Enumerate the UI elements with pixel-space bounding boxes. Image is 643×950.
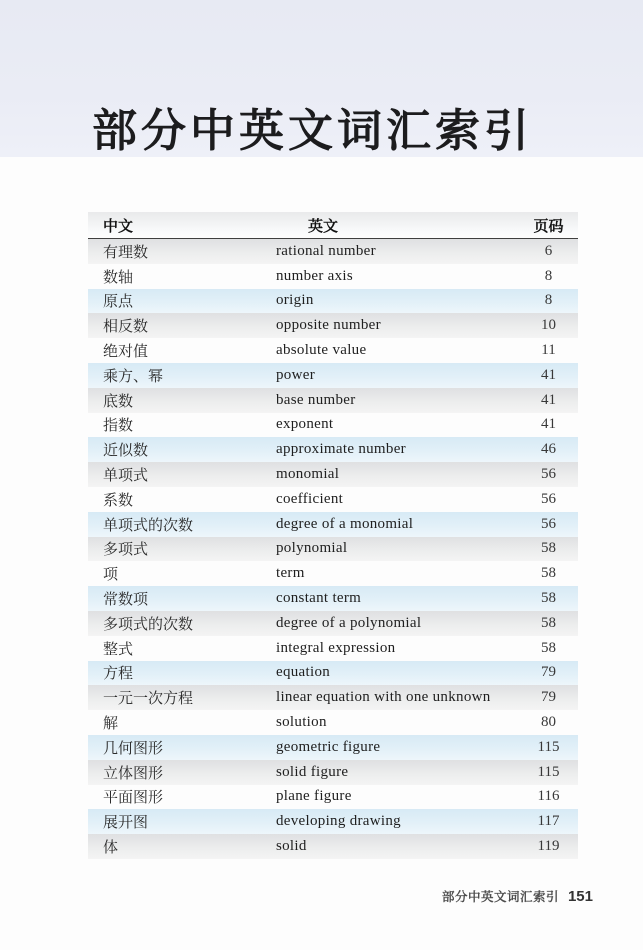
cell-page-number: 80 [541,714,556,731]
cell-english-term: exponent [276,416,334,433]
cell-english-term: power [276,366,315,383]
cell-chinese-term: 近似数 [103,443,149,460]
cell-english-term: absolute value [276,342,367,359]
column-header-english: 英文 [308,217,339,235]
cell-page-number: 41 [541,366,556,383]
cell-english-term: degree of a polynomial [276,614,422,631]
cell-english-term: solid figure [276,763,349,780]
cell-page-number: 58 [541,639,556,656]
footer-page-number: 151 [567,888,593,905]
cell-english-term: opposite number [276,317,381,334]
cell-page-number: 117 [537,813,560,830]
cell-chinese-term: 常数项 [103,592,149,609]
table-row [88,289,578,314]
table-row [88,834,578,859]
cell-chinese-term: 底数 [103,393,134,410]
table-row [88,462,578,487]
cell-chinese-term: 乘方、幂 [103,368,164,385]
table-row [88,636,578,661]
table-row [88,487,578,512]
page-title: 部分中英文词汇索引 [92,106,534,156]
cell-page-number: 56 [541,466,556,483]
table-row [88,338,578,363]
table-row [88,586,578,611]
cell-page-number: 8 [544,292,553,309]
cell-chinese-term: 体 [103,840,119,857]
table-row [88,239,578,264]
table-row [88,413,578,438]
cell-page-number: 58 [541,540,556,557]
table-row [88,661,578,686]
page-footer [442,887,593,905]
cell-page-number: 8 [544,267,553,284]
cell-page-number: 58 [541,590,556,607]
cell-page-number: 58 [541,614,556,631]
cell-page-number: 56 [541,490,556,507]
cell-english-term: coefficient [276,490,344,507]
table-row [88,685,578,710]
table-row [88,388,578,413]
cell-chinese-term: 展开图 [103,815,149,832]
cell-chinese-term: 项 [103,567,119,584]
cell-english-term: linear equation with one unknown [276,689,491,706]
vocab-index-table [88,212,578,859]
cell-page-number: 79 [541,664,556,681]
cell-english-term: monomial [276,466,340,483]
cell-english-term: integral expression [276,639,396,656]
cell-chinese-term: 有理数 [103,244,149,261]
table-row [88,785,578,810]
cell-page-number: 46 [541,441,556,458]
table-row [88,735,578,760]
cell-chinese-term: 绝对值 [103,344,149,361]
cell-chinese-term: 系数 [103,492,134,509]
cell-page-number: 41 [541,391,556,408]
table-row [88,611,578,636]
cell-english-term: base number [276,391,356,408]
cell-chinese-term: 方程 [103,666,134,683]
cell-page-number: 58 [541,565,556,582]
table-body [88,239,578,859]
table-row [88,760,578,785]
cell-chinese-term: 原点 [103,294,134,311]
cell-english-term: solution [276,714,327,731]
chapter-header-band [0,0,643,157]
column-header-page: 页码 [533,217,564,235]
cell-page-number: 6 [544,242,553,259]
cell-chinese-term: 多项式的次数 [103,616,194,633]
cell-page-number: 119 [537,838,560,855]
table-row [88,264,578,289]
cell-chinese-term: 指数 [103,418,134,435]
cell-english-term: origin [276,292,314,309]
cell-page-number: 10 [541,317,556,334]
table-row [88,561,578,586]
cell-page-number: 115 [537,763,560,780]
cell-english-term: rational number [276,242,376,259]
column-header-chinese: 中文 [103,217,134,235]
cell-chinese-term: 解 [103,716,119,733]
table-row [88,512,578,537]
cell-english-term: geometric figure [276,738,381,755]
cell-english-term: solid [276,838,307,855]
cell-english-term: constant term [276,590,362,607]
cell-chinese-term: 单项式 [103,468,149,485]
cell-chinese-term: 立体图形 [103,765,164,782]
cell-chinese-term: 整式 [103,641,134,658]
cell-chinese-term: 几何图形 [103,740,164,757]
table-row [88,437,578,462]
cell-english-term: degree of a monomial [276,515,414,532]
cell-chinese-term: 数轴 [103,269,134,286]
footer-chapter-title: 部分中英文词汇索引 [441,890,559,904]
cell-english-term: plane figure [276,788,352,805]
table-row [88,313,578,338]
cell-page-number: 79 [541,689,556,706]
table-row [88,710,578,735]
cell-chinese-term: 相反数 [103,319,149,336]
table-header-row [88,212,578,239]
cell-english-term: polynomial [276,540,348,557]
cell-chinese-term: 多项式 [103,542,149,559]
table-row [88,809,578,834]
cell-chinese-term: 平面图形 [103,790,164,807]
cell-chinese-term: 一元一次方程 [103,691,194,708]
table-row [88,363,578,388]
cell-page-number: 115 [537,738,560,755]
cell-page-number: 11 [541,342,556,359]
table-row [88,537,578,562]
cell-page-number: 41 [541,416,556,433]
cell-page-number: 116 [537,788,560,805]
cell-page-number: 56 [541,515,556,532]
cell-english-term: approximate number [276,441,406,458]
cell-chinese-term: 单项式的次数 [103,517,194,534]
cell-english-term: equation [276,664,331,681]
cell-english-term: developing drawing [276,813,401,830]
cell-english-term: term [276,565,305,582]
cell-english-term: number axis [276,267,354,284]
